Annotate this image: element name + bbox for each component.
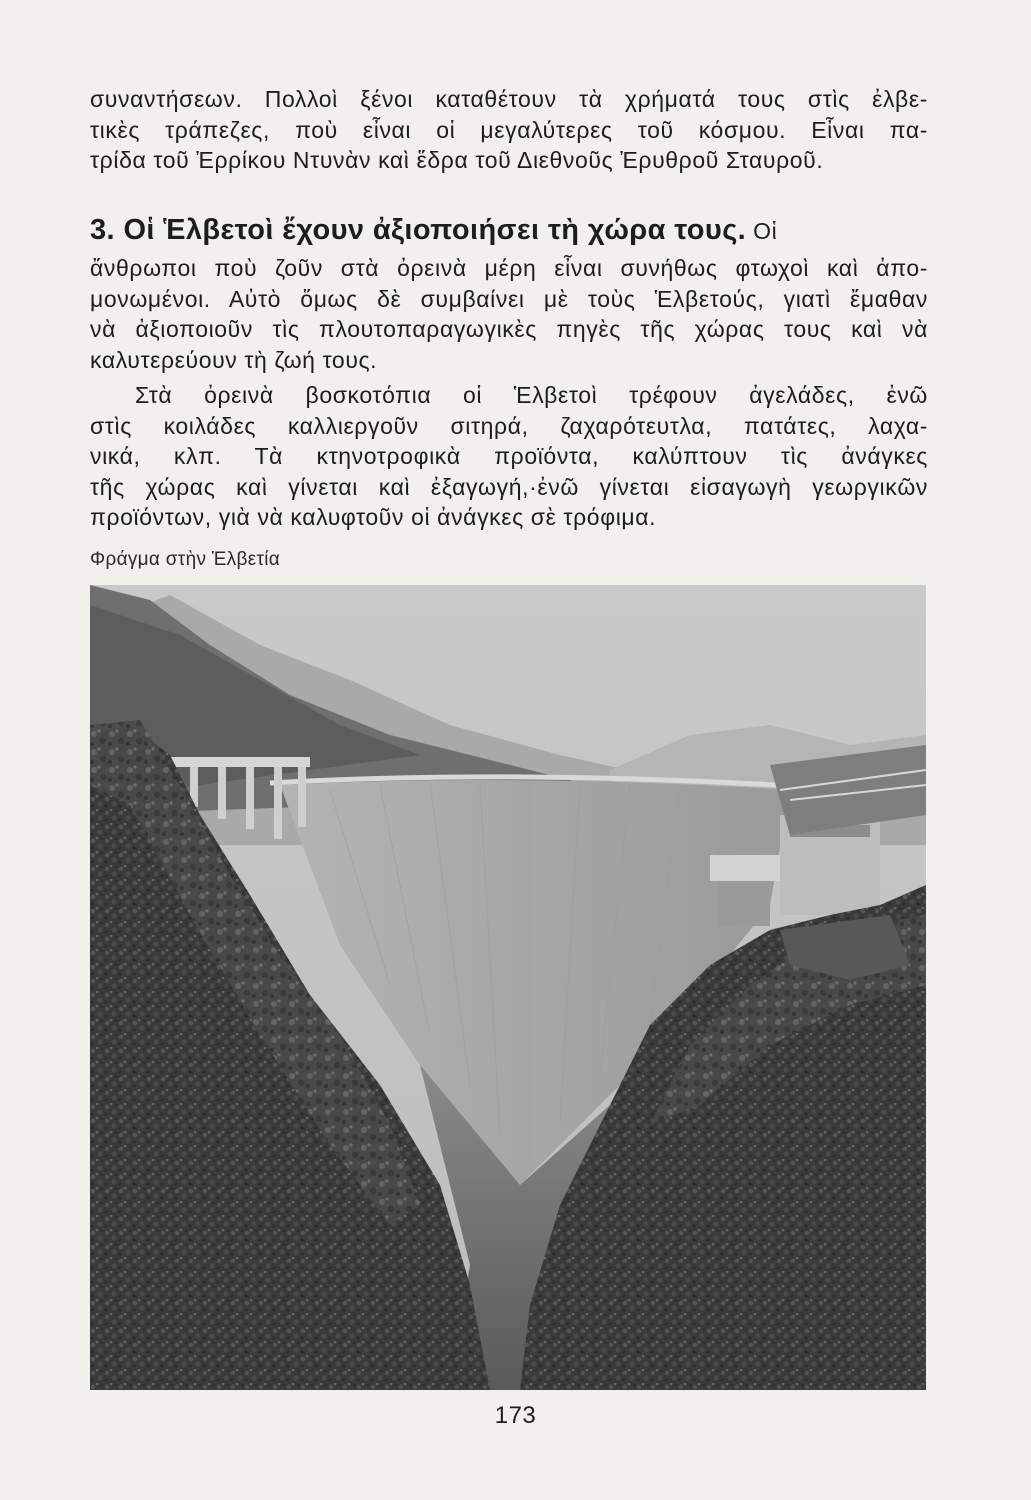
intro-paragraph (90, 84, 928, 176)
dam-photograph (90, 585, 926, 1390)
text-line: τῆς χώρας καὶ γίνεται καὶ ἐξαγωγή,·ἐνῶ γίνεται εἰσαγωγὴ γεωργικῶν (90, 473, 928, 500)
section-heading-line (90, 208, 928, 253)
text-line: νικά, κλπ. Τὰ κτηνοτροφικὰ προϊόντα, καλύπτουν τὶς ἀνάγκες (90, 443, 928, 469)
text-line: νὰ ἀξιοποιοῦν τὶς πλουτοπαραγωγικὲς πηγὲς τῆς χώρας τους καὶ νὰ (90, 316, 928, 342)
section-heading: 3. Οἱ Ἑλβετοὶ ἔχουν ἀξιοποιήσει τὴ χώρα τους. (90, 214, 747, 246)
text-line: τικὲς τράπεζες, ποὺ εἶναι οἱ μεγαλύτερες τοῦ κόσμου. Εἶναι πα- (90, 116, 928, 143)
text-line: καλυτερεύουν τὴ ζωή τους. (90, 346, 378, 373)
section-3 (90, 208, 928, 375)
text-line: τρίδα τοῦ Ἐρρίκου Ντυνὰν καὶ ἕδρα τοῦ Διεθνοῦς Ἐρυθροῦ Σταυροῦ. (90, 147, 824, 173)
agriculture-paragraph (90, 380, 928, 533)
text-line: ἄνθρωποι ποὺ ζοῦν στὰ ὀρεινὰ μέρη εἶναι συνήθως φτωχοὶ καὶ ἀπο- (90, 255, 928, 281)
text-line: στὶς κοιλάδες καλλιεργοῦν σιτηρά, ζαχαρότευτλα, πατάτες, λαχα- (90, 412, 928, 439)
page-number: 173 (494, 1402, 537, 1429)
figure-caption: Φράγμα στὴν Ἑλβετία (90, 549, 281, 570)
section-lead-word: Οἱ (753, 218, 778, 244)
text-line: Στὰ ὀρεινὰ βοσκοτόπια οἱ Ἑλβετοὶ τρέφουν ἀγελάδες, ἐνῶ (135, 382, 928, 408)
text-line: προϊόντων, γιὰ νὰ καλυφτοῦν οἱ ἀνάγκες σὲ τρόφιμα. (90, 504, 657, 530)
text-line: μονωμένοι. Αὐτὸ ὅμως δὲ συμβαίνει μὲ τοὺς Ἑλβετούς, γιατὶ ἔμαθαν (90, 285, 928, 312)
text-line: συναντήσεων. Πολλοὶ ξένοι καταθέτουν τὰ χρήματά τους στὶς ἐλβε- (90, 86, 928, 112)
